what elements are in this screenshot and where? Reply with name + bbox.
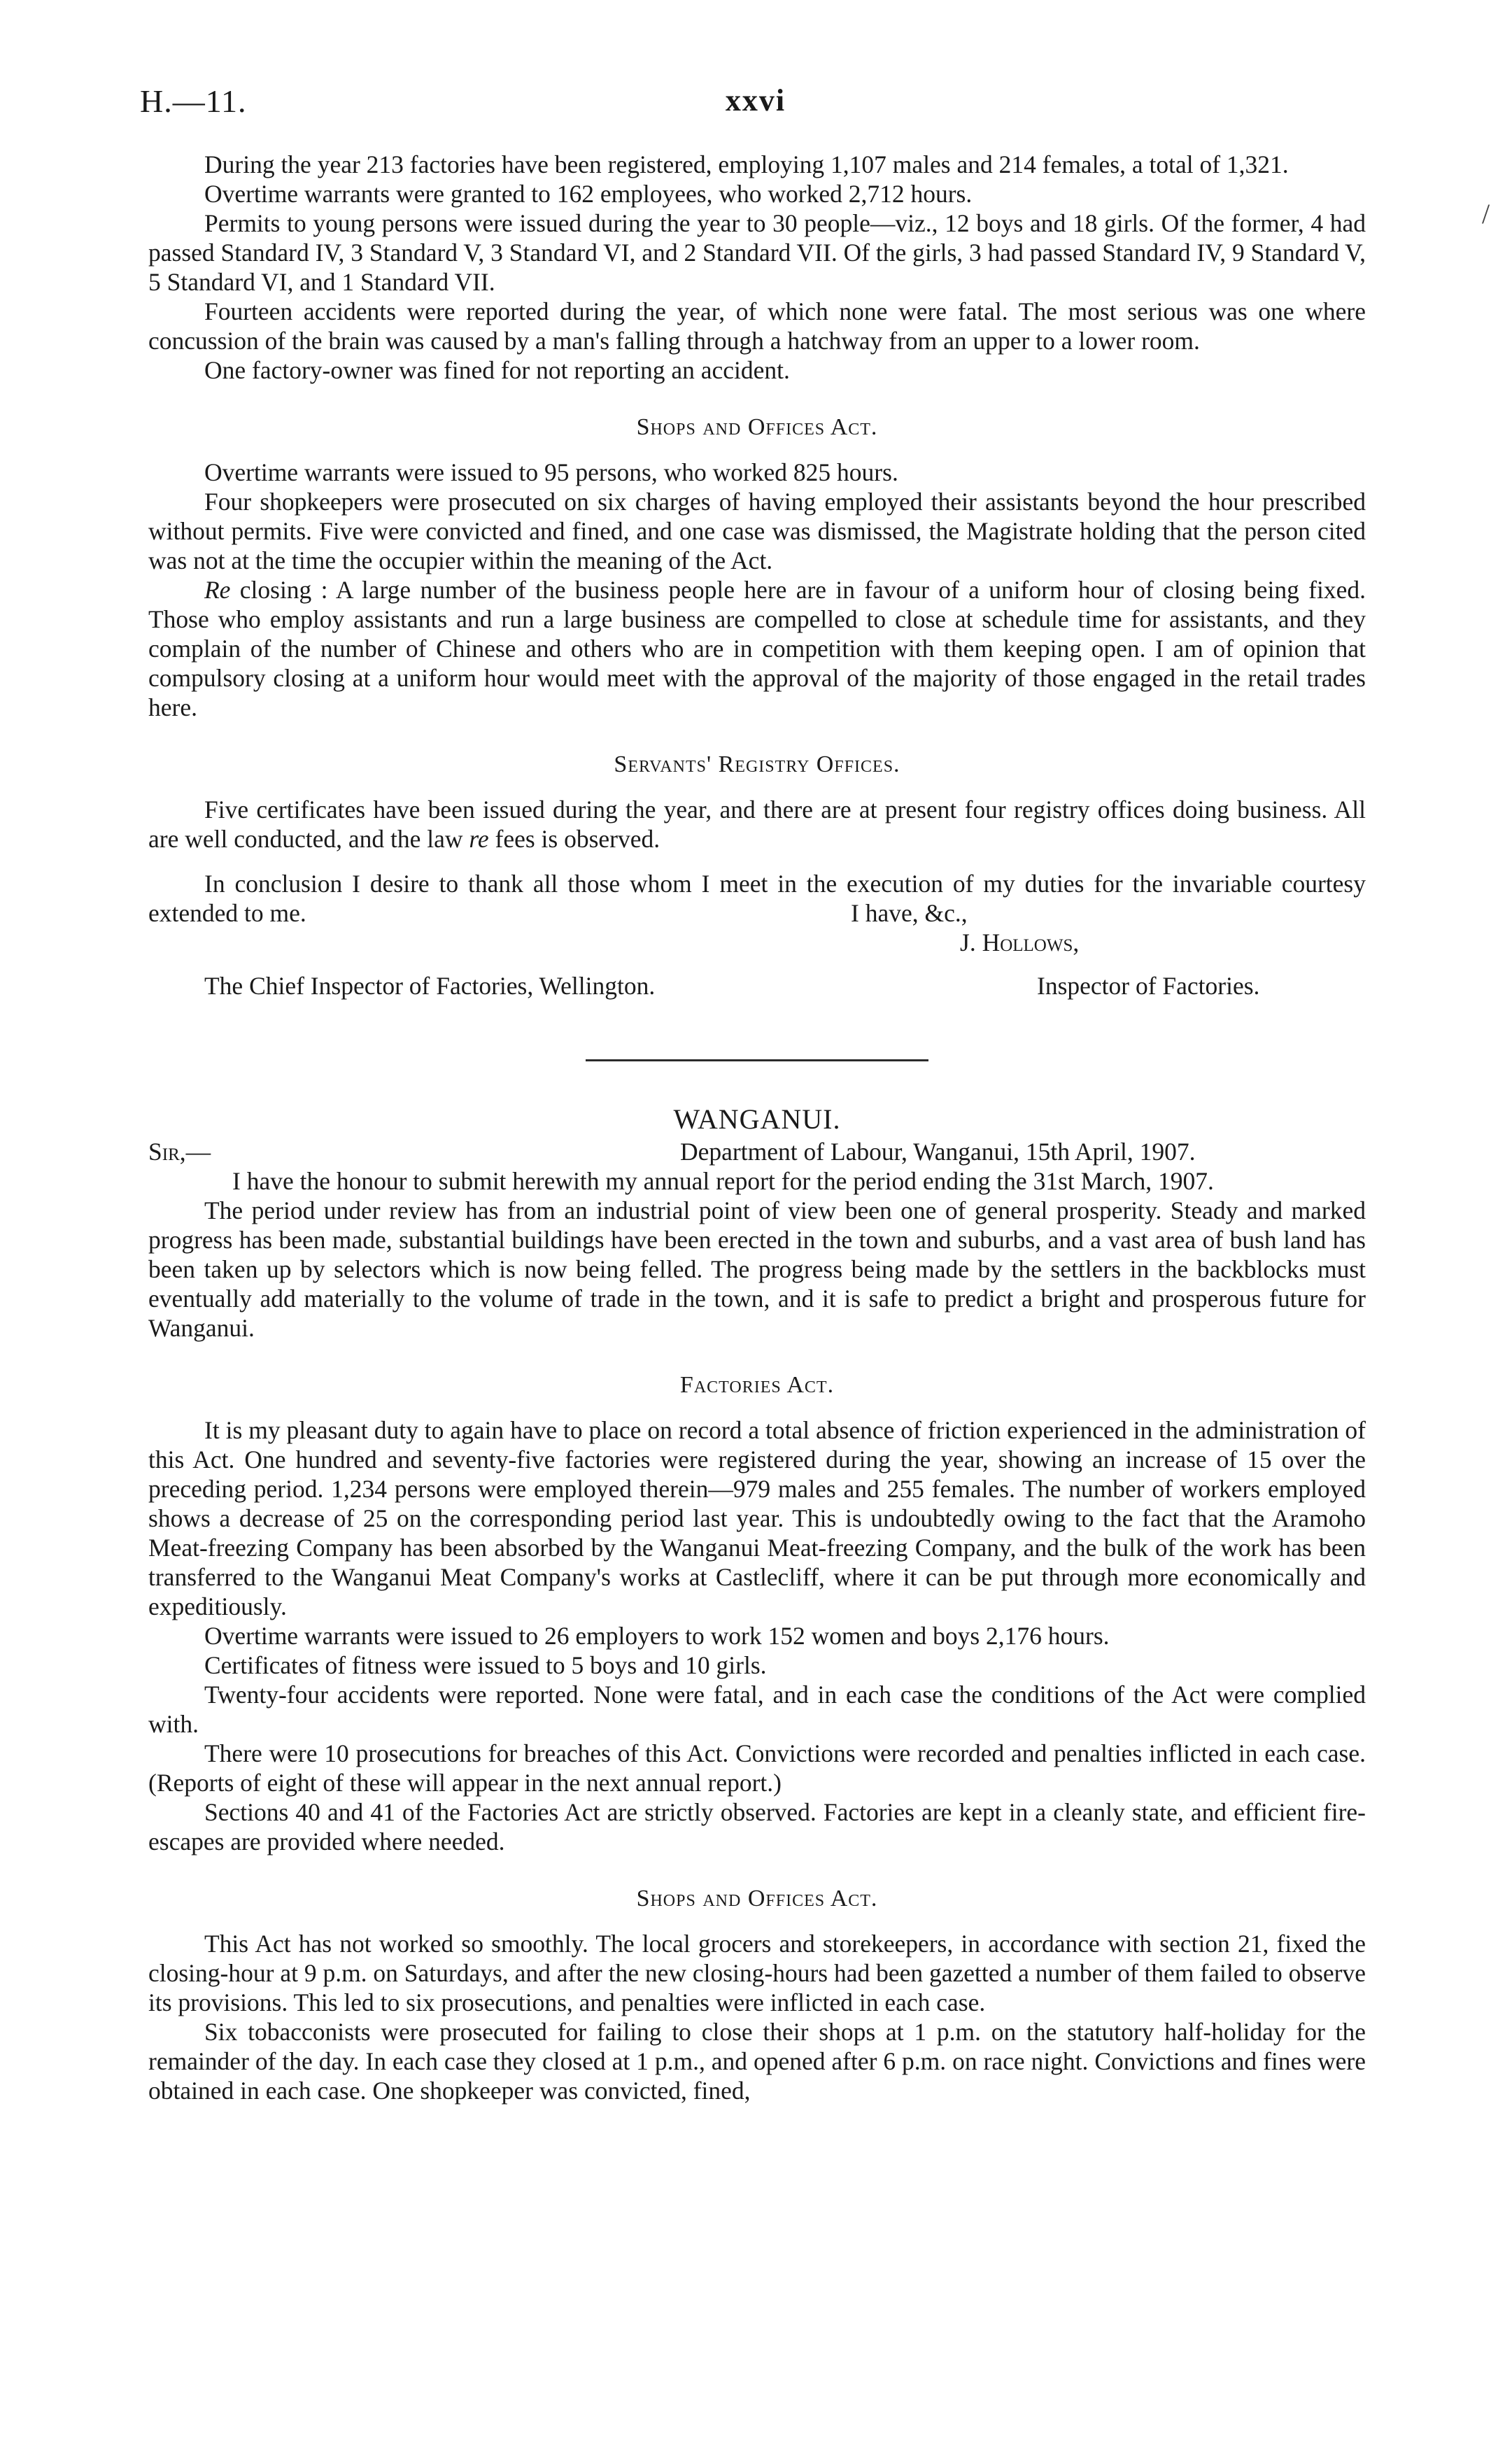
salutation-line	[148, 1137, 1366, 1166]
section-heading: Shops and Offices Act.	[636, 414, 878, 440]
italic-re: re	[469, 825, 489, 853]
section-divider	[586, 1059, 928, 1061]
signatory-name: J. Hollows,	[960, 928, 1080, 956]
margin-mark: /	[1482, 198, 1490, 229]
paragraph: Six tobacconists were prosecuted for failing to close their shops at 1 p.m. on the statutory half-holiday for the remainder of the day. In each case they closed at 1 p.m., and opened after 6 p.m. on race night. Convictions and fines were obtained in each case. One shopkeeper was convicted, fined,	[148, 2018, 1366, 2105]
section-heading: Servants' Registry Offices.	[614, 751, 900, 777]
closing-phrase: I have, &c.,	[848, 898, 970, 928]
paragraph: It is my pleasant duty to again have to place on record a total absence of friction experienced in the administration of this Act. One hundred and seventy-five factories were registered during the year, showing an increase of 15 over the preceding period. 1,234 persons were employed therein—979 males and 255 females. The number of workers employed shows a decrease of 25 on the corresponding period last year. This is undoubtedly owing to the fact that the Aramoho Meat-freezing Company has been absorbed by the Wanganui Meat-freezing Company, and the bulk of the work has been transferred to the Wanganui Meat Company's works at Castlecliff, where it can be put through more economically and expeditiously.	[148, 1416, 1366, 1620]
dateline: Department of Labour, Wanganui, 15th April, 1907.	[680, 1138, 1196, 1166]
paragraph: The period under review has from an industrial point of view been one of general prosperity. Steady and marked progress has been made, substantial buildings have been erected in the town and suburbs, and a vast area of bush land has been taken up by selectors which is now being felled. The progress being made by the settlers in the backblocks must eventually add materially to the volume of trade in the town, and it is safe to predict a bright and prosperous future for Wanganui.	[148, 1196, 1366, 1342]
district-title: WANGANUI.	[673, 1103, 841, 1135]
signatory-title: Inspector of Factories.	[1037, 972, 1260, 1000]
paragraph: Overtime warrants were issued to 26 employers to work 152 women and boys 2,176 hours.	[204, 1622, 1110, 1650]
signature-block	[148, 899, 1366, 957]
section-heading: Shops and Offices Act.	[636, 1886, 878, 1911]
page-number: xxvi	[725, 83, 786, 118]
paragraph: Certificates of fitness were issued to 5 boys and 10 girls.	[204, 1651, 767, 1679]
italic-re: Re	[204, 576, 231, 604]
paragraph	[148, 575, 1366, 722]
addressee: The Chief Inspector of Factories, Wellington.	[204, 972, 656, 1000]
paragraph: Permits to young persons were issued during the year to 30 people—viz., 12 boys and 18 girls. Of the former, 4 had passed Standard IV, 3 Standard V, 3 Standard VI, and 2 Standard VII. Of the girls, 3 had passed Standard IV, 9 Standard V, 5 Standard VI, and 1 Standard VII.	[148, 209, 1366, 296]
document-reference: H.—11.	[140, 83, 247, 119]
paragraph: During the year 213 factories have been registered, employing 1,107 males and 214 females, a total of 1,321.	[204, 150, 1289, 178]
paragraph: Sections 40 and 41 of the Factories Act are strictly observed. Factories are kept in a cleanly state, and efficient fire-escapes are provided where needed.	[148, 1798, 1366, 1855]
paragraph: Overtime warrants were issued to 95 persons, who worked 825 hours.	[204, 458, 898, 486]
paragraph-text: Five certificates have been issued during the year, and there are at present four registry offices doing business. All are well conducted, and the law	[148, 796, 1366, 853]
section-heading: Factories Act.	[679, 1372, 835, 1398]
closing-paragraph: In conclusion I desire to thank all those whom I meet in the execution of my duties for the invariable courtesy extended to me.	[148, 870, 1366, 927]
paragraph: One factory-owner was fined for not reporting an accident.	[204, 356, 790, 384]
addressee-line	[148, 972, 1366, 1016]
report-body	[148, 150, 1366, 2105]
paragraph-text: fees is observed.	[488, 825, 660, 853]
paragraph: Overtime warrants were granted to 162 employees, who worked 2,712 hours.	[204, 180, 973, 208]
page-header	[140, 83, 1371, 139]
paragraph: Four shopkeepers were prosecuted on six charges of having employed their assistants beyond the hour prescribed without permits. Five were convicted and fined, and one case was dismissed, the Magistrate holding that the person cited was not at the time the occupier within the meaning of the Act.	[148, 488, 1366, 574]
paragraph: This Act has not worked so smoothly. The local grocers and storekeepers, in accordance with section 21, fixed the closing-hour at 9 p.m. on Saturdays, and after the new closing-hours had been gazetted a number of them failed to observe its provisions. This led to six prosecutions, and penalties were inflicted in each case.	[148, 1930, 1366, 2016]
paragraph	[148, 795, 1366, 854]
paragraph: I have the honour to submit herewith my annual report for the period ending the 31st March, 1907.	[232, 1167, 1214, 1195]
paragraph: Twenty-four accidents were reported. None were fatal, and in each case the conditions of the Act were complied with.	[148, 1681, 1366, 1738]
paragraph: Fourteen accidents were reported during the year, of which none were fatal. The most serious was one where concussion of the brain was caused by a man's falling through a hatchway from an upper to a lower room.	[148, 297, 1366, 355]
paragraph-text: closing : A large number of the business people here are in favour of a uniform hour of closing being fixed. Those who employ assistants and run a large business are compelled to close at schedule time for assistants, and they complain of the number of Chinese and others who are in competition with them keeping open. I am of opinion that compulsory closing at a uniform hour would meet with the approval of the majority of those engaged in the retail trades here.	[148, 576, 1366, 721]
paragraph: There were 10 prosecutions for breaches of this Act. Convictions were recorded and penalties inflicted in each case. (Reports of eight of these will appear in the next annual report.)	[148, 1739, 1366, 1797]
salutation: Sir,—	[148, 1138, 211, 1166]
